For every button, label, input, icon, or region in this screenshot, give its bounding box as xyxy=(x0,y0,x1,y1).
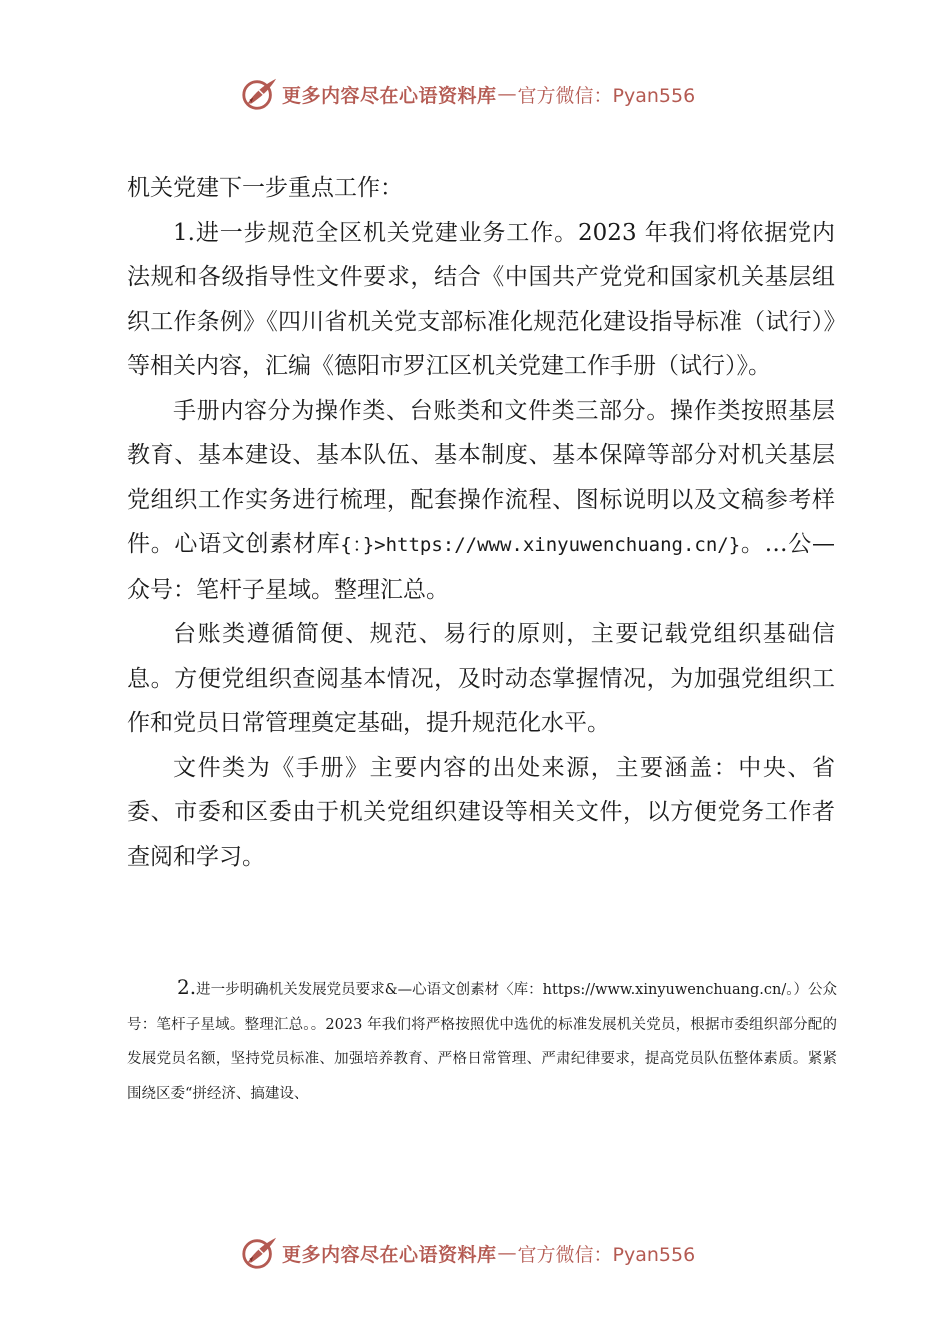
quill-logo-icon xyxy=(240,1234,278,1272)
paragraph-2-text: 手册内容分为操作类、台账类和文件类三部分。操作类按照基层教育、基本建设、基本队伍、基本制度、基本保障等部分对机关基层党组织工作实务进行梳理，配套操作流程、图标说明以及文稿参考样件。心语文创素材库 xyxy=(127,397,835,557)
paragraph-5-text: 进一步明确机关发展党员要求&—心语文创素材〈库：https://www.xinyuwenchuang.cn/。）公众号：笔杆子星域。整理汇总。。2023 年我们将严格按照优中选优的标准发展机关党员，根据市委组织部分配的发展党员名额，坚持党员标准、加强培养教育、严格日常管理、严肃纪律要求，提高党员队伍整体素质。紧紧围绕区委“拼经济、搞建设、 xyxy=(127,982,837,1102)
banner-wechat-text: 官方微信：Pyan556 xyxy=(517,1243,696,1266)
paragraph-3: 台账类遵循简便、规范、易行的原则，主要记载党组织基础信息。方便党组织查阅基本情况，及时动态掌握情况，为加强党组织工作和党员日常管理奠定基础，提升规范化水平。 xyxy=(127,621,835,736)
paragraph-2 xyxy=(127,389,835,613)
banner-dash: — xyxy=(497,83,517,105)
paragraph-4: 文件类为《手册》主要内容的出处来源，主要涵盖：中央、省委、市委和区委由于机关党组织建设等相关文件，以方便党务工作者查阅和学习。 xyxy=(127,754,835,870)
banner-dash: — xyxy=(497,1242,517,1264)
section-heading: 机关党建下一步重点工作： xyxy=(127,175,403,201)
paragraph-5 xyxy=(127,970,837,1111)
paragraph-2-tail: 。…公—众号：笔杆子星域。整理汇总。 xyxy=(127,531,836,603)
quill-logo-icon xyxy=(240,75,278,113)
banner-wechat-text: 官方微信：Pyan556 xyxy=(517,84,696,107)
banner-brand-text: 更多内容尽在心语资料库 xyxy=(282,1243,497,1266)
paragraph-1: 1.进一步规范全区机关党建业务工作。2023 年我们将依据党内法规和各级指导性文件要求，结合《中国共产党党和国家机关基层组织工作条例》《四川省机关党支部标准化规范化建设指导标准（试行）》等相关内容，汇编《德阳市罗江区机关党建工作手册（试行）》。 xyxy=(127,219,835,379)
document-body xyxy=(127,166,835,879)
header-banner xyxy=(240,72,760,116)
paragraph-5-number: 2. xyxy=(177,975,197,999)
footer-banner xyxy=(240,1231,760,1275)
banner-brand-text: 更多内容尽在心语资料库 xyxy=(282,84,497,107)
paragraph-2-url: {：}>https://www.xinyuwenchuang.cn/} xyxy=(340,534,741,556)
